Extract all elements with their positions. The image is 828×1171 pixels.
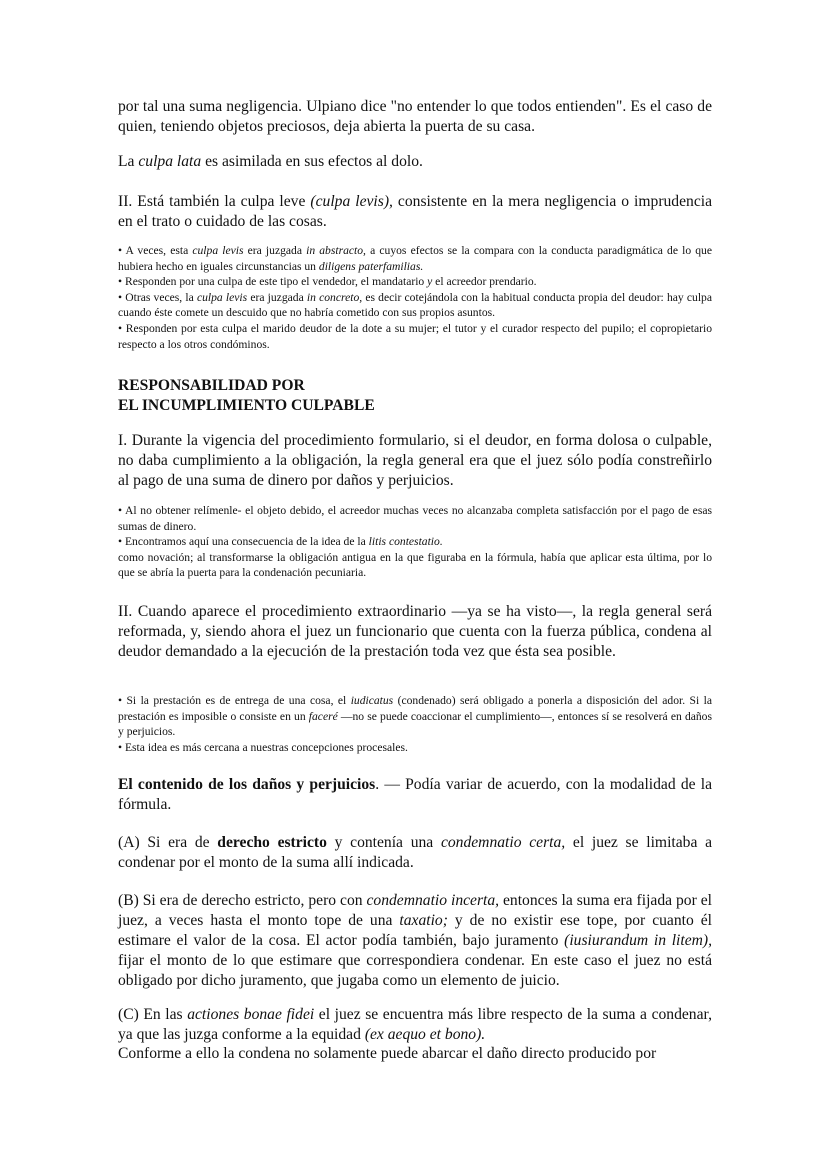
note-item: • Encontramos aquí una consecuencia de la idea de la litis contestatio. [118,535,443,549]
paragraph-item-b: (B) Si era de derecho estricto, pero con condemnatio incerta, entonces la suma era fijada por el juez, a veces hasta el monto tope de una taxatio; y de no existir ese tope, por cuanto él estimare el valor de la cosa. El actor podía también, bajo juramento (iusiurandum in litem), fijar el monto de lo que estimare que correspondiera condenar. En este caso el juez no está obligado por dicho juramento, que jugaba como un elemento de juicio. [118,892,712,989]
note-item: • Si la prestación es de entrega de una cosa, el iudicatus (condenado) será obligado a ponerla a disposición del ador. Si la prestación es imposible o consiste en un faceré —no se puede coaccionar el cumplimiento—, entonces sí se resolverá en daños y perjuicios. [118,694,712,739]
paragraph-conforme: Conforme a ello la condena no solamente puede abarcar el daño directo producido por [118,1045,657,1062]
notes-extraordinario [118,693,712,755]
heading-line: RESPONSABILIDAD POR [118,377,305,394]
paragraph-culpa-lata: La culpa lata es asimilada en sus efectos al dolo. [118,153,423,170]
paragraph-contenido-danos: El contenido de los daños y perjuicios. — Podía variar de acuerdo, con la modalidad de la fórmula. [118,776,712,813]
note-item: • Otras veces, la culpa levis era juzgada in concreto, es decir cotejándola con la habitual conducta propia del deudor: hay culpa cuando éste comete un descuido que no habría cometido con sus propios asuntos. [118,290,712,320]
note-item: como novación; al transformarse la obligación antigua en la que figuraba en la fórmula, había que aplicar esta última, por lo que se abría la puerta para la condenación pecuniaria. [118,550,712,580]
paragraph-procedimiento-formulario: I. Durante la vigencia del procedimiento formulario, si el deudor, en forma dolosa o culpable, no daba cumplimiento a la obligación, la regla general era que el juez sólo podía constreñirlo al pago de una suma de dinero por daños y perjuicios. [118,432,712,489]
note-item: • Responden por esta culpa el marido deudor de la dote a su mujer; el tutor y el curador respecto del pupilo; el copropietario respecto a los otros condóminos. [118,321,712,351]
note-item: • Al no obtener relímenle- el objeto debido, el acreedor muchas veces no alcanzaba completa satisfacción por el pago de esas sumas de dinero. [118,504,712,533]
paragraph-culpa-levis: II. Está también la culpa leve (culpa levis), consistente en la mera negligencia o imprudencia en el trato o cuidado de las cosas. [118,193,712,230]
paragraph-item-c: (C) En las actiones bonae fidei el juez se encuentra más libre respecto de la suma a condenar, ya que las juzga conforme a la equidad (ex aequo et bono). [118,1006,712,1043]
paragraph-item-a: (A) Si era de derecho estricto y contenía una condemnatio certa, el juez se limitaba a condenar por el monto de la suma allí indicada. [118,834,713,871]
paragraph-procedimiento-extraordinario: II. Cuando aparece el procedimiento extraordinario —ya se ha visto—, la regla general será reformada, y, siendo ahora el juez un funcionario que cuenta con la fuerza pública, condena al deudor demandado a la ejecución de la prestación toda vez que ésta sea posible. [118,603,712,660]
note-item: • Responden por una culpa de este tipo el vendedor, el mandatario y el acreedor prendario. [118,275,537,289]
notes-formulario [118,503,712,581]
note-item: • Esta idea es más cercana a nuestras concepciones procesales. [118,740,408,754]
heading-line: EL INCUMPLIMIENTO CULPABLE [118,397,375,414]
notes-culpa-levis [118,243,712,352]
paragraph-culpa-lata-intro: por tal una suma negligencia. Ulpiano dice "no entender lo que todos entienden". Es el caso de quien, teniendo objetos preciosos, deja abierta la puerta de su casa. [118,98,712,135]
note-item: • A veces, esta culpa levis era juzgada in abstracto, a cuyos efectos se la compara con la conducta paradigmática de lo que hubiera hecho en iguales circunstancias un diligens paterfamilias. [118,244,712,273]
section-heading [118,376,712,416]
